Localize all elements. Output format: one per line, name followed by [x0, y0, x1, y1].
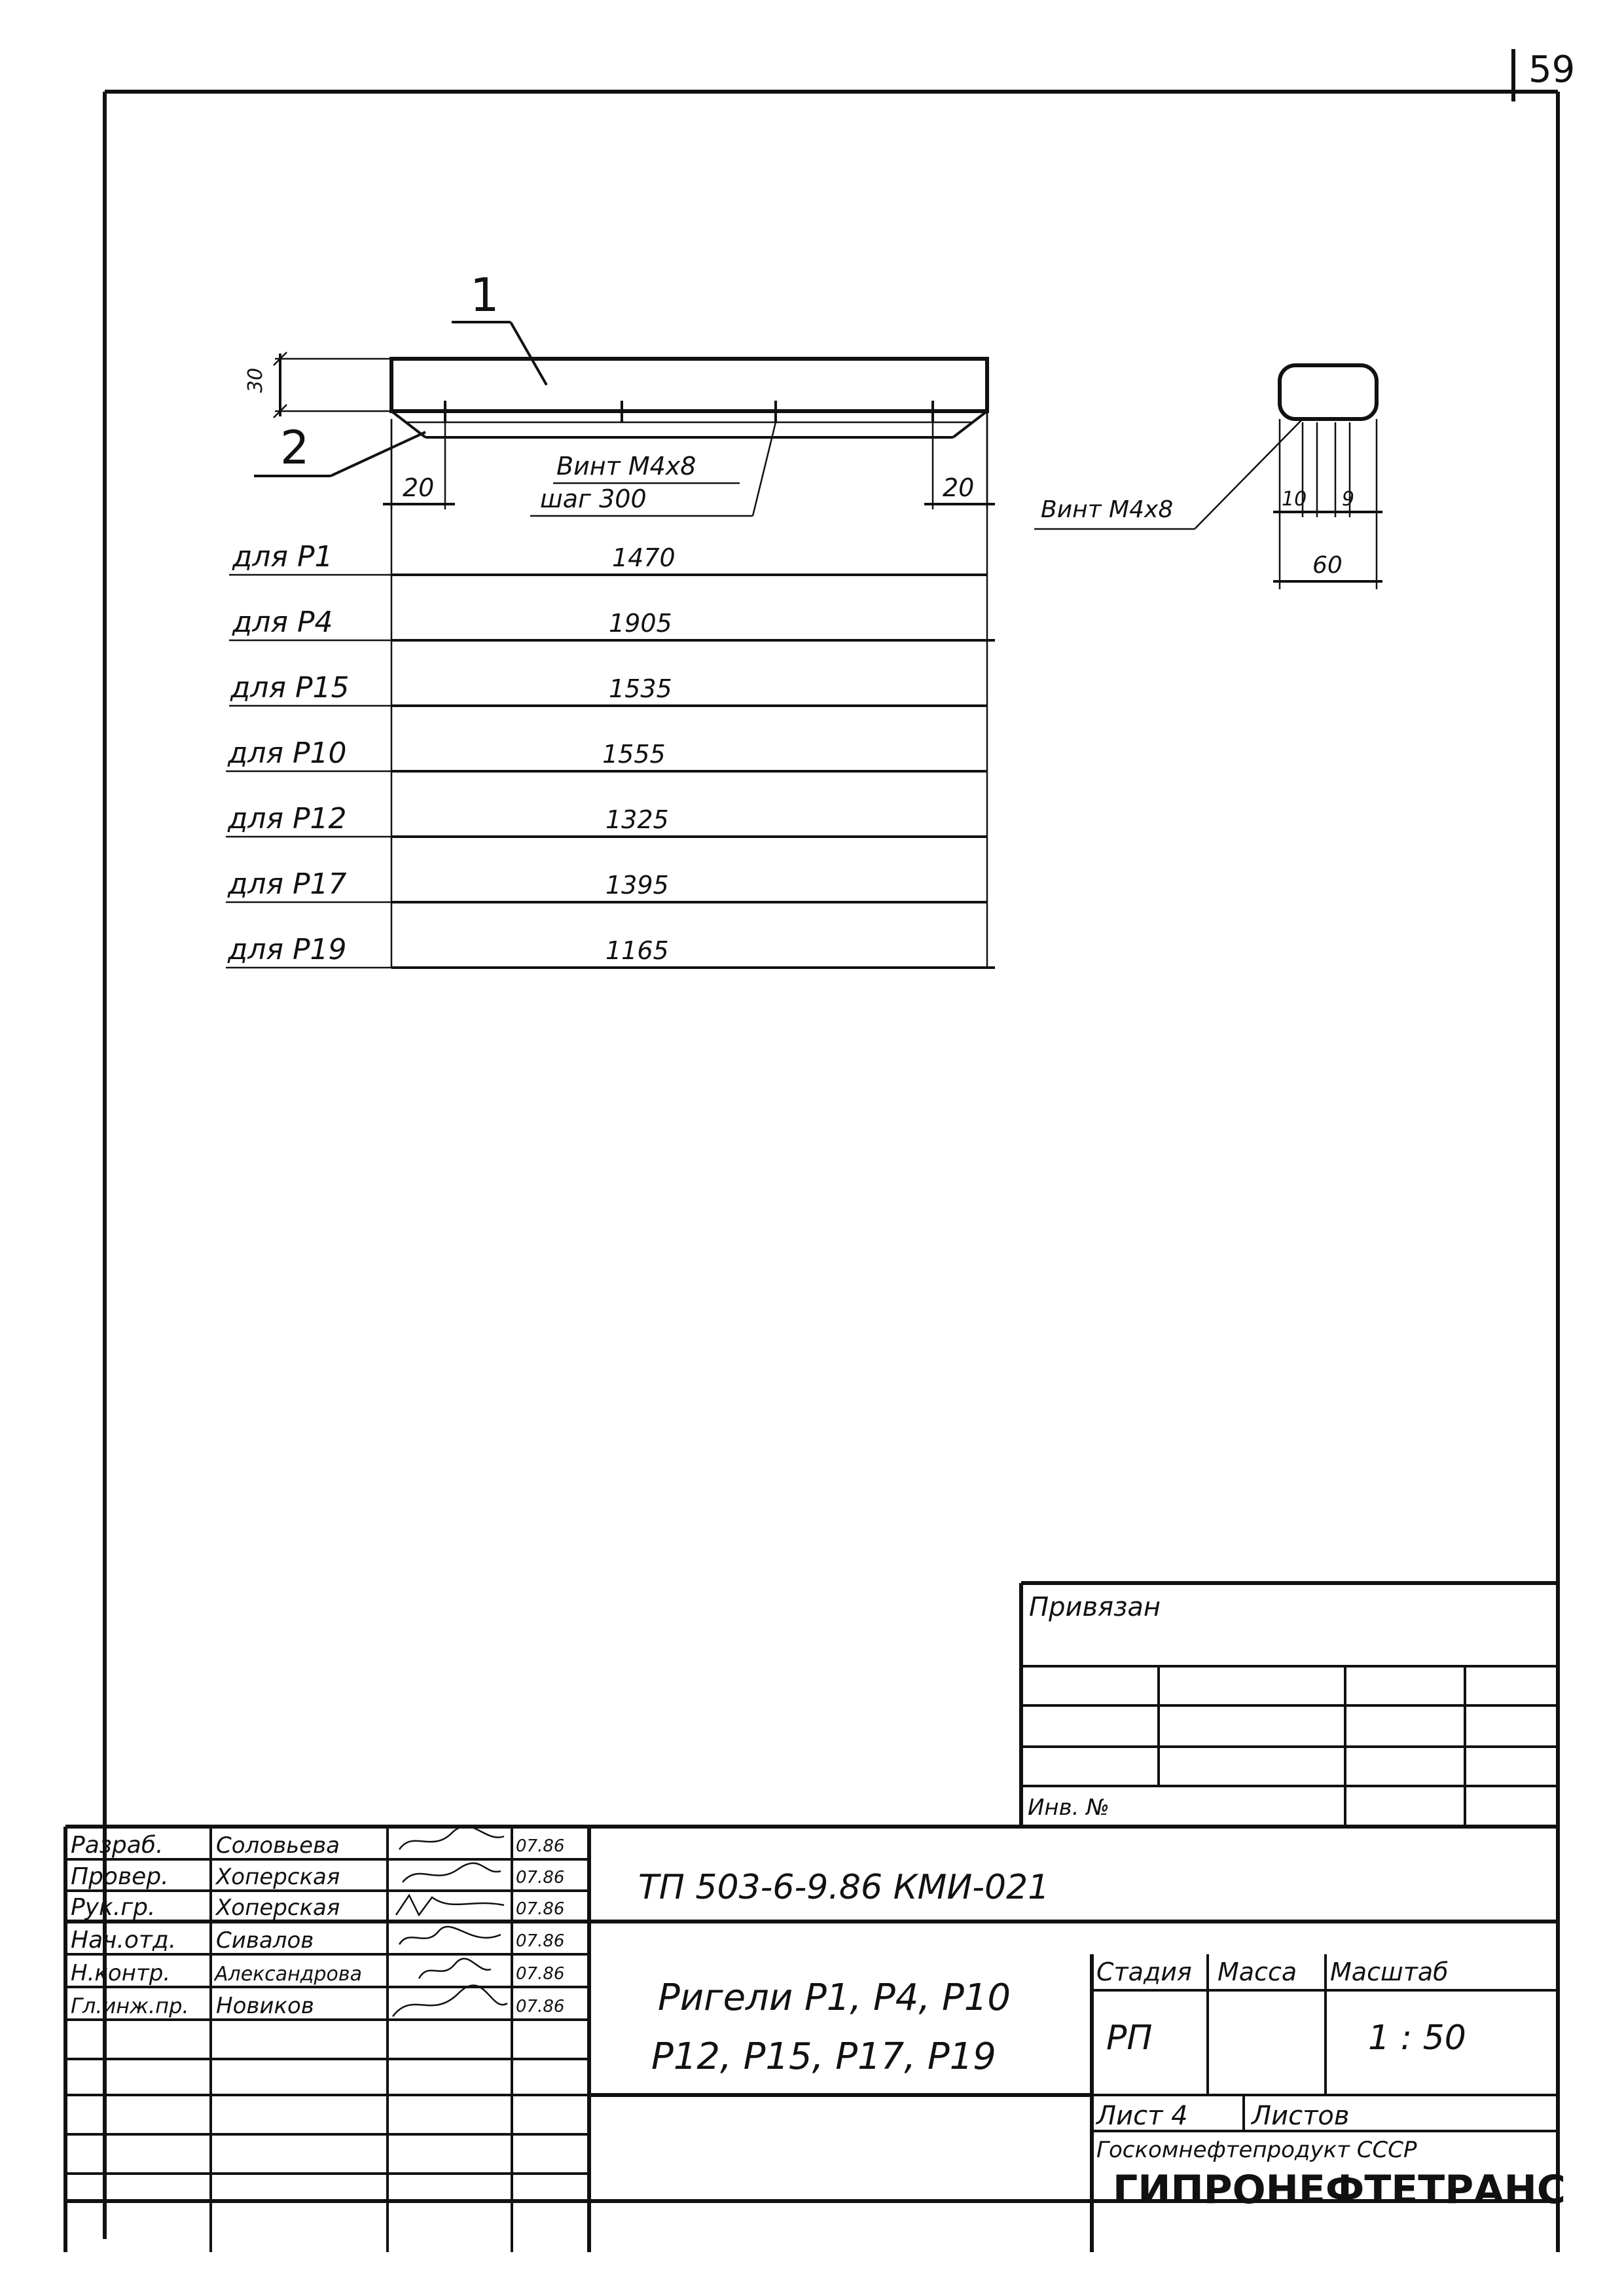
signature: [399, 1827, 504, 1850]
section-width-dim: 60: [1312, 552, 1343, 579]
screw-pitch: шаг 300: [540, 484, 647, 513]
sign-date: 07.86: [516, 1899, 565, 1919]
screw-label: Винт М4х8: [556, 452, 696, 481]
length-label: для Р12: [228, 802, 347, 835]
callout-1: 1: [470, 268, 499, 322]
length-row: [226, 933, 995, 968]
sign-date: 07.86: [516, 1836, 565, 1856]
person-name: Соловьева: [216, 1832, 340, 1859]
height-dim: 30: [244, 367, 267, 393]
sign-date: 07.86: [516, 1997, 565, 2016]
length-row: [229, 671, 987, 706]
scale-header: Масштаб: [1330, 1958, 1449, 1986]
doc-code: ТП 503-6-9.86 КМИ-021: [638, 1868, 1050, 1907]
length-row: [226, 737, 987, 771]
scale-value: 1 : 50: [1368, 2018, 1466, 2058]
length-value: 1535: [609, 674, 672, 703]
length-row: [229, 606, 995, 640]
length-row: [226, 867, 987, 902]
length-label: для Р10: [228, 737, 347, 770]
title-block: [65, 1827, 1566, 2252]
end-right-dim: 20: [943, 473, 975, 502]
signature-row: [71, 1827, 564, 1859]
role-label: Разраб.: [71, 1832, 164, 1859]
length-label: для Р4: [232, 606, 333, 639]
beam-elevation: [244, 268, 995, 516]
role-label: Нач.отд.: [71, 1927, 177, 1954]
signature-row: [71, 1985, 564, 2019]
role-label: Н.контр.: [71, 1960, 171, 1986]
length-label: для Р19: [228, 933, 347, 966]
signature-row: [71, 1927, 564, 1954]
signature: [403, 1863, 501, 1882]
signature: [399, 1927, 501, 1944]
person-name: Александрова: [215, 1963, 362, 1986]
sign-date: 07.86: [516, 1964, 565, 1984]
section-dim-right: 9: [1342, 488, 1355, 511]
length-label: для Р17: [228, 867, 347, 901]
sheet-number: Лист 4: [1096, 2101, 1188, 2131]
mass-header: Масса: [1218, 1958, 1297, 1986]
signature: [396, 1895, 504, 1915]
org-name: ГИПРОНЕФТЕТРАНС: [1113, 2167, 1566, 2213]
length-label: для Р15: [230, 671, 350, 704]
person-name: Хоперская: [216, 1895, 340, 1921]
drawing-title-line1: Ригели Р1, Р4, Р10: [658, 1977, 1011, 2019]
length-value: 1395: [605, 871, 669, 900]
role-label: Гл.инж.пр.: [71, 1994, 189, 2018]
sheets-count: Листов: [1252, 2101, 1350, 2131]
signature: [393, 1985, 507, 2016]
section-dim-left: 10: [1282, 488, 1307, 511]
binding-stamp: [1021, 1583, 1558, 1827]
length-row: [226, 802, 987, 837]
role-label: Рук.гр.: [71, 1894, 156, 1921]
role-label: Провер.: [71, 1863, 169, 1890]
person-name: Новиков: [216, 1993, 314, 2019]
length-value: 1165: [605, 936, 669, 965]
stage-value: РП: [1106, 2018, 1153, 2058]
signature-row: [71, 1959, 564, 1986]
signature-row: [71, 1894, 564, 1921]
end-left-dim: 20: [403, 473, 435, 502]
stage-header: Стадия: [1096, 1958, 1192, 1986]
section-screw-label: Винт М4х8: [1041, 496, 1174, 523]
signature: [419, 1959, 491, 1978]
length-value: 1905: [609, 609, 672, 638]
length-value: 1470: [612, 543, 676, 572]
sign-date: 07.86: [516, 1868, 565, 1887]
person-name: Сивалов: [216, 1927, 314, 1954]
binding-title: Привязан: [1029, 1592, 1161, 1622]
sign-date: 07.86: [516, 1931, 565, 1951]
drawing-title-line2: Р12, Р15, Р17, Р19: [651, 2035, 996, 2078]
section-view: [1034, 365, 1382, 589]
page-number: 59: [1528, 48, 1576, 91]
length-row: [229, 540, 987, 575]
length-value: 1325: [605, 805, 669, 834]
length-value: 1555: [602, 740, 666, 769]
length-label: для Р1: [232, 540, 333, 574]
callout-2: 2: [280, 421, 310, 475]
inv-label: Инв. №: [1028, 1795, 1110, 1821]
org-ministry: Госкомнефтепродукт СССР: [1096, 2137, 1417, 2163]
person-name: Хоперская: [216, 1864, 340, 1890]
signature-row: [71, 1863, 564, 1890]
